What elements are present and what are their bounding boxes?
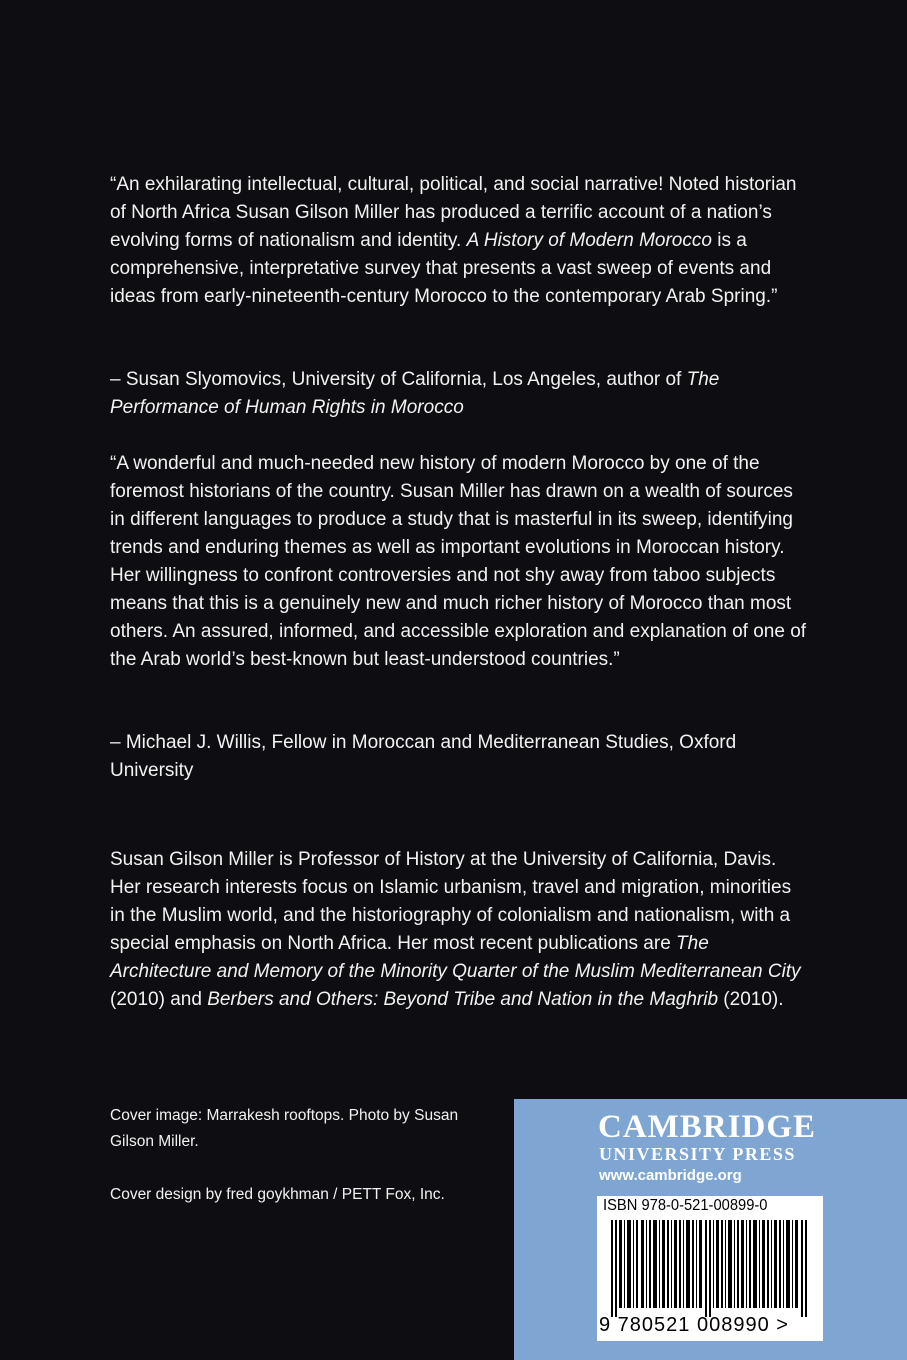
praise-attribution-2 — [110, 729, 810, 785]
author-bio — [110, 846, 810, 1014]
bio-title-1: The Architecture and Memory of the Minority Quarter of the Muslim Mediterranean City — [110, 933, 801, 982]
cover-image-credit: Cover image: Marrakesh rooftops. Photo by Susan Gilson Miller. — [110, 1107, 459, 1150]
bio-text-end: (2010). — [718, 989, 784, 1010]
quote-2-text: “A wonderful and much-needed new history of modern Morocco by one of the foremost historians of the country. Susan Miller has drawn on a wealth of sources in different languages to produce a study that is masterful in its sweep, identifying trends and enduring themes as well as important evolutions in Moroccan history. Her willingness to confront controversies and not shy away from taboo subjects means that this is a genuinely new and much richer history of Morocco than most others. An assured, informed, and accessible exploration and explanation of one of the Arab world’s best-known but least-understood countries.” — [110, 453, 807, 670]
attribution-1-text: – Susan Slyomovics, University of California, Los Angeles, author of — [110, 369, 687, 390]
publisher-logo-press: UNIVERSITY PRESS — [599, 1144, 796, 1164]
quote-1-text-end: is a comprehensive, interpretative survey that presents a vast sweep of events and ideas from early-nineteenth-century Morocco to the contemporary Arab Spring.” — [110, 230, 778, 307]
publisher-website: www.cambridge.org — [599, 1167, 742, 1184]
book-title: A History of Modern Morocco — [466, 230, 712, 251]
barcode-icon — [611, 1220, 811, 1317]
isbn-number: ISBN 978-0-521-00899-0 — [603, 1197, 768, 1214]
bio-title-2: Berbers and Others: Beyond Tribe and Nation in the Maghrib — [207, 989, 719, 1010]
bio-text-mid: (2010) and — [110, 989, 208, 1010]
publisher-block — [514, 1099, 907, 1360]
bio-text: Susan Gilson Miller is Professor of History at the University of California, Davis. Her research interests focus on Islamic urbanism, travel and migration, minorities in the Muslim world, and the historiography of colonialism and nationalism, with a special emphasis on North Africa. Her most recent publications are — [110, 849, 792, 954]
publisher-logo-name: CAMBRIDGE — [598, 1109, 817, 1145]
praise-quote-1 — [110, 171, 810, 311]
cover-design-credit: Cover design by fred goykhman / PETT Fox, Inc. — [110, 1186, 445, 1203]
barcode-panel — [597, 1196, 823, 1341]
praise-attribution-1 — [110, 366, 810, 422]
attribution-1-title: The Performance of Human Rights in Morocco — [110, 369, 720, 418]
attribution-2-text: – Michael J. Willis, Fellow in Moroccan and Mediterranean Studies, Oxford University — [110, 732, 737, 781]
praise-quote-2 — [110, 450, 810, 674]
ean-digits: 9 780521 008990 > — [599, 1314, 789, 1336]
quote-1-text: “An exhilarating intellectual, cultural, political, and social narrative! Noted historian of North Africa Susan Gilson Miller has produced a terrific account of a nation’s evolving forms of nationalism and identity. — [110, 174, 797, 251]
